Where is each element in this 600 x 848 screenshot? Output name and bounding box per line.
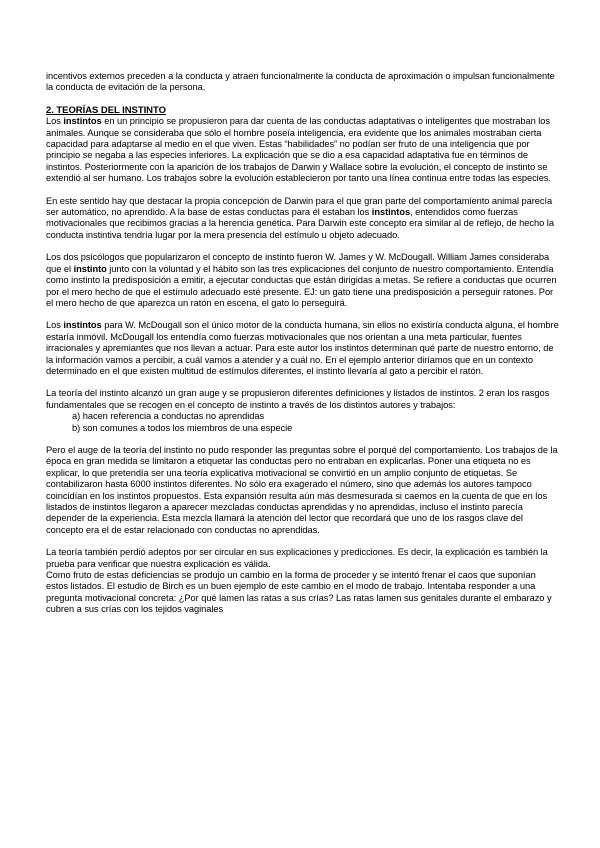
paragraph-3 <box>46 252 560 309</box>
paragraph-4-text-a: Los <box>46 320 64 331</box>
paragraph-3-text-a: Los dos psicólogos que popularizaron el concepto de instinto fueron W. James y W. McDougall. William James consideraba que el <box>46 252 550 274</box>
paragraph-3-text-c: junto con la voluntad y el hábito son las tres explicaciones del conjunto de nuestro comportamiento. Entendía como instinto la predisposición a emitir, a ejecutar conductas que están dirigidas a metas. Se refiere a conductas que ocurren por el mero hecho de que el estímulo adecuado esté presente. EJ: un gato tiene una predisposición a perseguir ratones. Por el mero hecho de que aparezca un ratón en escena, el gato lo perseguirá. <box>46 263 557 308</box>
paragraph-1-text-c: en un principio se propusieron para dar cuenta de las conductas adaptativas o inteligentes que mostraban los animales. Aunque se consideraba que sólo el hombre poseía inteligencia, era evidente que los animales mostraban cierta capacidad para adaptarse al medio en el que viven. Estas “habilidades” no podían ser fruto de una inteligencia que por principio se negaba a las especies inferiores. La explicación que se dio a esa capacidad adaptativa fue en términos de instintos. Posteriormente con la aparición de los trabajos de Darwin y Wallace sobre la evolución, el concepto de instinto se extendió al ser humano. Los trabajos sobre la evolución establecieron por tanto una línea continua entre todas las especies. <box>46 116 551 184</box>
paragraph-1 <box>46 116 560 184</box>
list-item: b) son comunes a todos los miembros de una especie <box>72 422 293 433</box>
paragraph-8: Como fruto de estas deficiencias se produjo un cambio en la forma de proceder y se intentó frenar el caos que suponían estos listados. El estudio de Birch es un buen ejemplo de este cambio en el modo de trabajo. Intentaba responder a una pregunta motivacional concreta: ¿Por qué lamen las ratas a sus crías? Las ratas lamen sus genitales durante el embarazo y cubren a sus crías con los tejidos vaginales <box>46 570 552 615</box>
paragraph-2 <box>46 196 560 242</box>
paragraph-4-bold-term: instintos <box>63 320 102 331</box>
paragraph-1-bold-term: instintos <box>63 116 102 127</box>
paragraph-2-text-c: , entendidos como fuerzas motivacionales que recibimos gracias a la herencia genética. Para Darwin este concepto era similar al de reflejo, de hecho la conducta instintiva tendría lugar por la mera presencia del estímulo u objeto adecuado. <box>46 207 554 240</box>
paragraph-1-text-a: Los <box>46 116 64 127</box>
features-list <box>46 411 560 434</box>
paragraph-2-text-a: En este sentido hay que destacar la propia concepción de Darwin para el que gran parte del comportamiento animal parecía ser automático, no aprendido. A la base de estas conductas para él estaban los <box>46 195 553 218</box>
intro-paragraph: incentivos externos preceden a la conducta y atraen funcionalmente la conducta de aproximación o impulsan funcionalmente la conducta de evitación de la persona. <box>46 71 555 93</box>
paragraph-4 <box>46 320 560 377</box>
paragraph-7: La teoría también perdió adeptos por ser circular en sus explicaciones y predicciones. Es decir, la explicación es también la prueba para verificar que nuestra explicación es válida. <box>46 547 548 569</box>
document-body <box>46 71 560 627</box>
section-heading: 2. TEORÍAS DEL INSTINTO <box>46 104 166 116</box>
paragraph-6: Pero el auge de la teoría del instinto no pudo responder las preguntas sobre el porqué del comportamiento. Los trabajos de la época en gran medida se limitaron a etiquetar las conductas pero no entraban en explicarlas. Poner una etiqueta no es explicar, lo que pretendía ser una teoría explicativa motivacional se convirtió en un amplio conjunto de etiquetas. Se contabilizaron hasta 6000 instintos diferentes. No sólo era exagerado el número, sino que además los autores tampoco coincidían en los instintos propuestos. Esta expansión resulta aún más desmesurada si caemos en la cuenta de que en los listados de instintos llegaron a aparecer mezcladas conductas aprendidas y no aprendidas, incluso el instinto parecía depender de la experiencia. Esta mezcla llamará la atención del lector que recordará que uno de los rasgos clave del concepto era el de estar relacionado con conductas no aprendidas. <box>46 444 558 535</box>
paragraph-5: La teoría del instinto alcanzó un gran auge y se propusieron diferentes definiciones y listados de instintos. 2 eran los rasgos fundamentales que se recogen en el concepto de instinto a través de los distintos autores y trabajos: <box>46 388 550 410</box>
paragraph-3-bold-term: instinto <box>73 263 107 274</box>
paragraph-4-text-c: para W. McDougall son el único motor de la conducta humana, sin ellos no existiría conducta alguna, el hombre estaría inmóvil. McDougall los entendía como fuerzas motivacionales que nos orientan a una meta particular, fuentes irracionales y apremiantes que nos llevan a actuar. Para este autor los instintos determinan qué parte de nuestro entorno, de la información vamos a percibir, a cuál vamos a atender y a cuál no. En el ejemplo anterior diríamos que en un contexto determinado en el que existen multitud de estímulos diferentes, el instinto llevaría al gato a percibir el ratón. <box>46 320 559 376</box>
paragraph-2-bold-term: instintos <box>371 207 411 218</box>
list-item: a) hacen referencia a conductas no aprendidas <box>72 411 265 422</box>
